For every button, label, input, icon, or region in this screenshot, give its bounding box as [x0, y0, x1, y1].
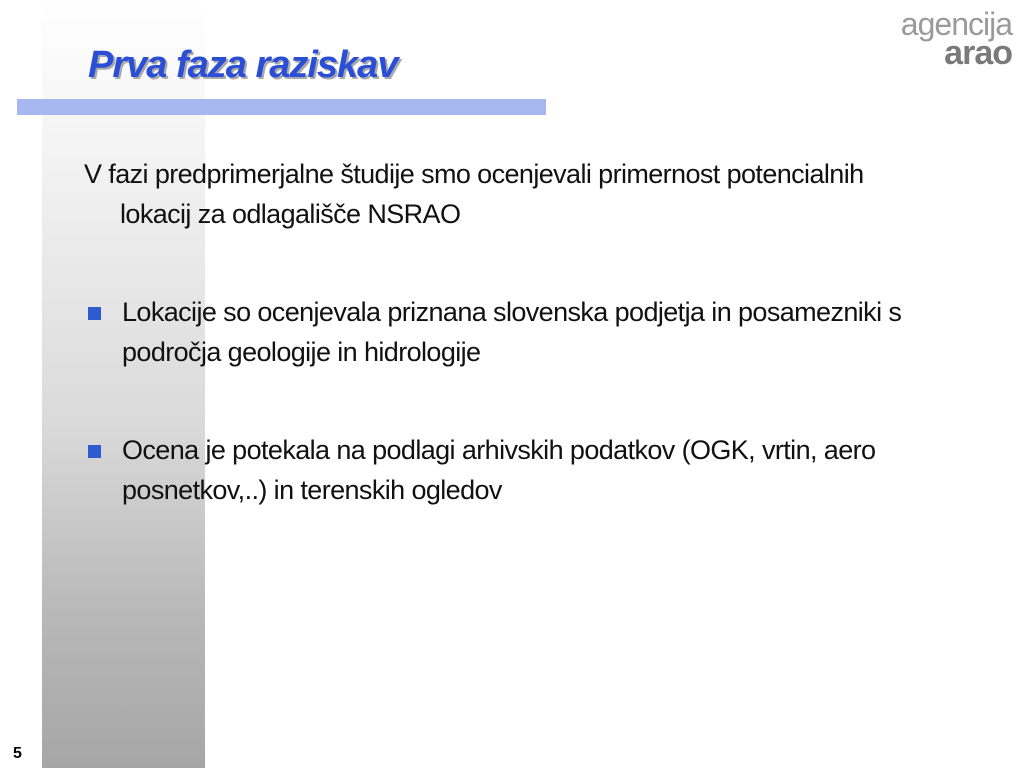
- bullet-text: Ocena je potekala na podlagi arhivskih podatkov (OGK, vrtin, aero posnetkov,..) in terenskih ogledov: [122, 435, 876, 505]
- square-bullet-icon: [88, 307, 101, 320]
- slide-body: [84, 154, 924, 568]
- logo-text-agencija: agencija: [900, 6, 1012, 42]
- title-underline-bar: [17, 99, 546, 115]
- bullet-item: [84, 292, 924, 372]
- logo-text-arao: arao: [944, 34, 1012, 72]
- bullet-text: Lokacije so ocenjevala priznana slovenska podjetja in posamezniki s področja geologije in hidrologije: [122, 297, 902, 367]
- square-bullet-icon: [88, 445, 101, 458]
- agencija-arao-logo: [880, 6, 1020, 72]
- page-number: 5: [13, 745, 22, 762]
- intro-paragraph: V fazi predprimerjalne študije smo ocenjevali primernost potencialnih lokacij za odlagališče NSRAO: [84, 159, 864, 229]
- slide-title: Prva faza raziskav: [88, 44, 398, 86]
- bullet-list: [84, 292, 924, 510]
- bullet-item: [84, 430, 924, 510]
